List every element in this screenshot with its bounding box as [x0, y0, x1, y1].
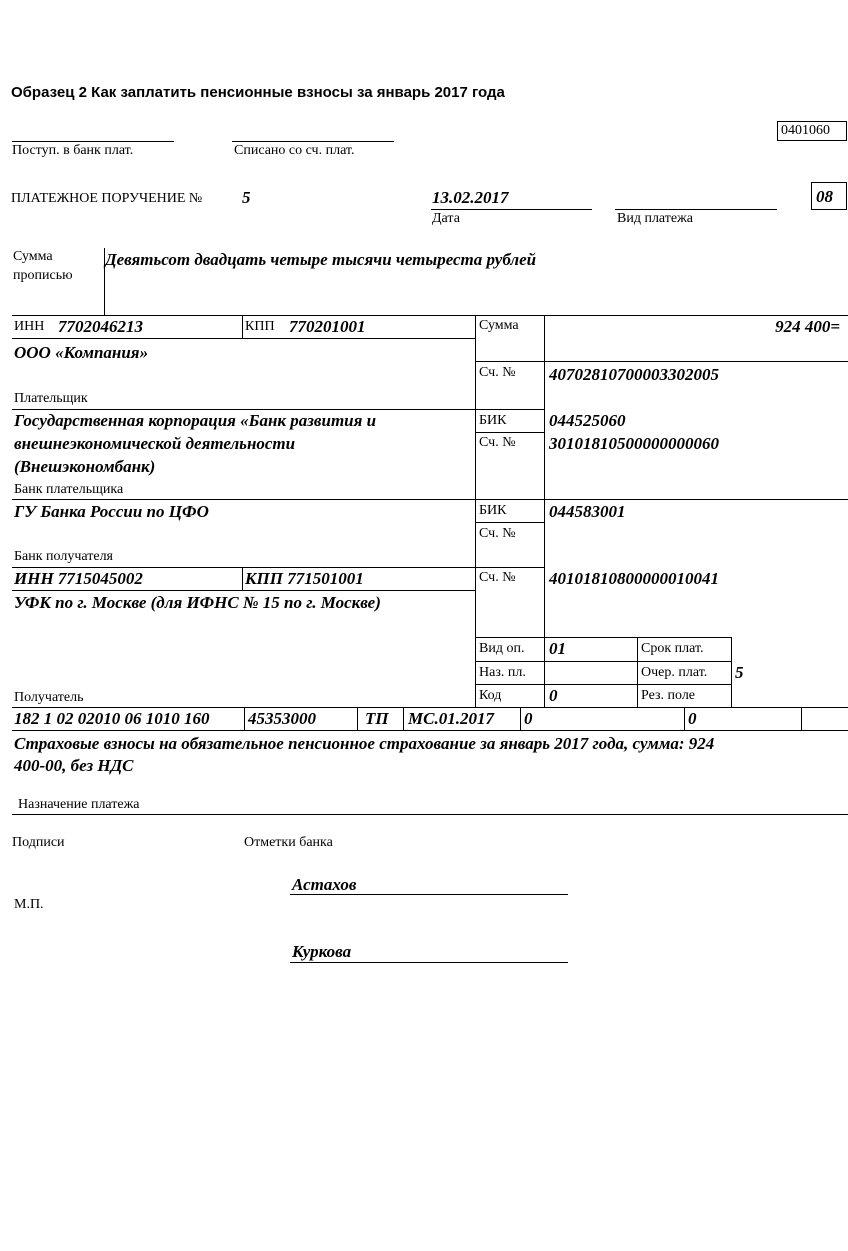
grid-line	[12, 499, 848, 500]
date-line	[431, 209, 592, 210]
grid-line	[12, 409, 544, 410]
budget-oktmo: 45353000	[248, 709, 316, 728]
budget-period: МС.01.2017	[408, 709, 494, 728]
grid-line	[12, 315, 848, 316]
ocher-label: Очер. плат.	[641, 665, 708, 680]
payer-account: 40702810700003302005	[549, 365, 719, 384]
signature-line-1	[290, 894, 568, 895]
received-line	[12, 141, 174, 142]
naz-pl-label: Наз. пл.	[479, 665, 526, 680]
page-title: Образец 2 Как заплатить пенсионные взносы за январь 2017 года	[11, 84, 505, 101]
payer-inn-label: ИНН	[14, 319, 45, 334]
grid-line	[684, 707, 685, 730]
rez-label: Рез. поле	[641, 688, 696, 703]
budget-doc-date: 0	[688, 709, 697, 728]
payer-bank-bik-label: БИК	[479, 413, 507, 428]
budget-kbk: 182 1 02 02010 06 1010 160	[14, 709, 210, 728]
recipient-inn: ИНН 7715045002	[14, 569, 143, 588]
bank-marks-label: Отметки банка	[244, 835, 333, 850]
grid-line	[12, 730, 848, 731]
vid-op-label: Вид оп.	[479, 641, 525, 656]
purpose-label: Назначение платежа	[18, 797, 140, 812]
grid-line	[12, 590, 475, 591]
grid-line	[403, 707, 404, 730]
recipient-bank-label: Банк получателя	[14, 549, 113, 564]
grid-line	[475, 637, 732, 638]
recipient-bank-name: ГУ Банка России по ЦФО	[14, 502, 209, 521]
srok-label: Срок плат.	[641, 641, 704, 656]
grid-line	[801, 707, 802, 730]
date-label: Дата	[432, 211, 460, 226]
grid-line	[520, 707, 521, 730]
amount-words-label-1: Сумма	[13, 249, 53, 264]
debited-line	[232, 141, 394, 142]
grid-line	[475, 661, 732, 662]
payer-bank-acc: 30101810500000000060	[549, 434, 719, 453]
payer-kpp-label: КПП	[245, 319, 275, 334]
grid-line	[637, 637, 638, 707]
recipient-bank-bik: 044583001	[549, 502, 626, 521]
payer-name: ООО «Компания»	[14, 343, 149, 362]
received-label: Поступ. в банк плат.	[12, 143, 134, 158]
recipient-acc: 40101810800000010041	[549, 569, 719, 588]
order-date: 13.02.2017	[432, 188, 509, 207]
order-number: 5	[242, 188, 251, 207]
recipient-acc-label: Сч. №	[479, 570, 516, 585]
recipient-bank-acc-label: Сч. №	[479, 526, 516, 541]
payer-inn: 7702046213	[58, 317, 143, 336]
form-code-box	[777, 121, 847, 141]
recipient-bank-bik-label: БИК	[479, 503, 507, 518]
signer-1: Астахов	[292, 875, 357, 894]
status-box	[811, 182, 847, 210]
payer-kpp: 770201001	[289, 317, 366, 336]
grid-line	[731, 637, 732, 707]
grid-line	[475, 432, 544, 433]
recipient-name: УФК по г. Москве (для ИФНС № 15 по г. Москве)	[14, 593, 381, 612]
grid-line	[244, 707, 245, 730]
payer-bank-label: Банк плательщика	[14, 482, 124, 497]
payer-bank-line-2: внешнеэкономической деятельности	[14, 434, 296, 453]
grid-line	[12, 338, 475, 339]
vid-op: 01	[549, 639, 566, 658]
stamp-label: М.П.	[14, 897, 44, 912]
debited-label: Списано со сч. плат.	[234, 143, 355, 158]
payer-label: Плательщик	[14, 391, 88, 406]
grid-line	[12, 567, 544, 568]
amount-label: Сумма	[479, 318, 519, 333]
payer-bank-bik: 044525060	[549, 411, 626, 430]
budget-doc-num: 0	[524, 709, 533, 728]
grid-line	[475, 361, 848, 362]
payment-type-line	[615, 209, 777, 210]
amount-words-value: Девятьсот двадцать четыре тысячи четыреста рублей	[105, 250, 537, 269]
kod-label: Код	[479, 688, 502, 703]
form-code: 0401060	[781, 123, 830, 138]
ocher: 5	[735, 663, 744, 682]
signatures-label: Подписи	[12, 835, 65, 850]
payer-bank-line-1: Государственная корпорация «Банк развития и	[14, 411, 377, 430]
amount-value: 924 400=	[775, 317, 840, 336]
payment-type-label: Вид платежа	[617, 211, 694, 226]
purpose-line-1: Страховые взносы на обязательное пенсионное страхование за январь 2017 года, сумма: 924	[14, 734, 715, 753]
budget-basis: ТП	[365, 709, 389, 728]
grid-line	[242, 315, 243, 338]
grid-line	[544, 315, 545, 707]
grid-line	[357, 707, 358, 730]
purpose-line-2: 400-00, без НДС	[14, 756, 134, 775]
grid-line	[242, 567, 243, 590]
payer-bank-line-3: (Внешэкономбанк)	[14, 457, 156, 476]
kod: 0	[549, 686, 558, 705]
grid-line	[475, 522, 544, 523]
grid-line	[475, 684, 732, 685]
payer-account-label: Сч. №	[479, 365, 516, 380]
recipient-label: Получатель	[14, 690, 84, 705]
payer-bank-acc-label: Сч. №	[479, 435, 516, 450]
order-label: ПЛАТЕЖНОЕ ПОРУЧЕНИЕ №	[11, 191, 203, 206]
purpose-line	[12, 814, 848, 815]
amount-words-label-2: прописью	[13, 268, 73, 283]
recipient-kpp: КПП 771501001	[245, 569, 364, 588]
grid-line	[12, 707, 848, 708]
status-code: 08	[816, 187, 833, 206]
signer-2: Куркова	[292, 942, 352, 961]
grid-line	[475, 315, 476, 707]
signature-line-2	[290, 962, 568, 963]
